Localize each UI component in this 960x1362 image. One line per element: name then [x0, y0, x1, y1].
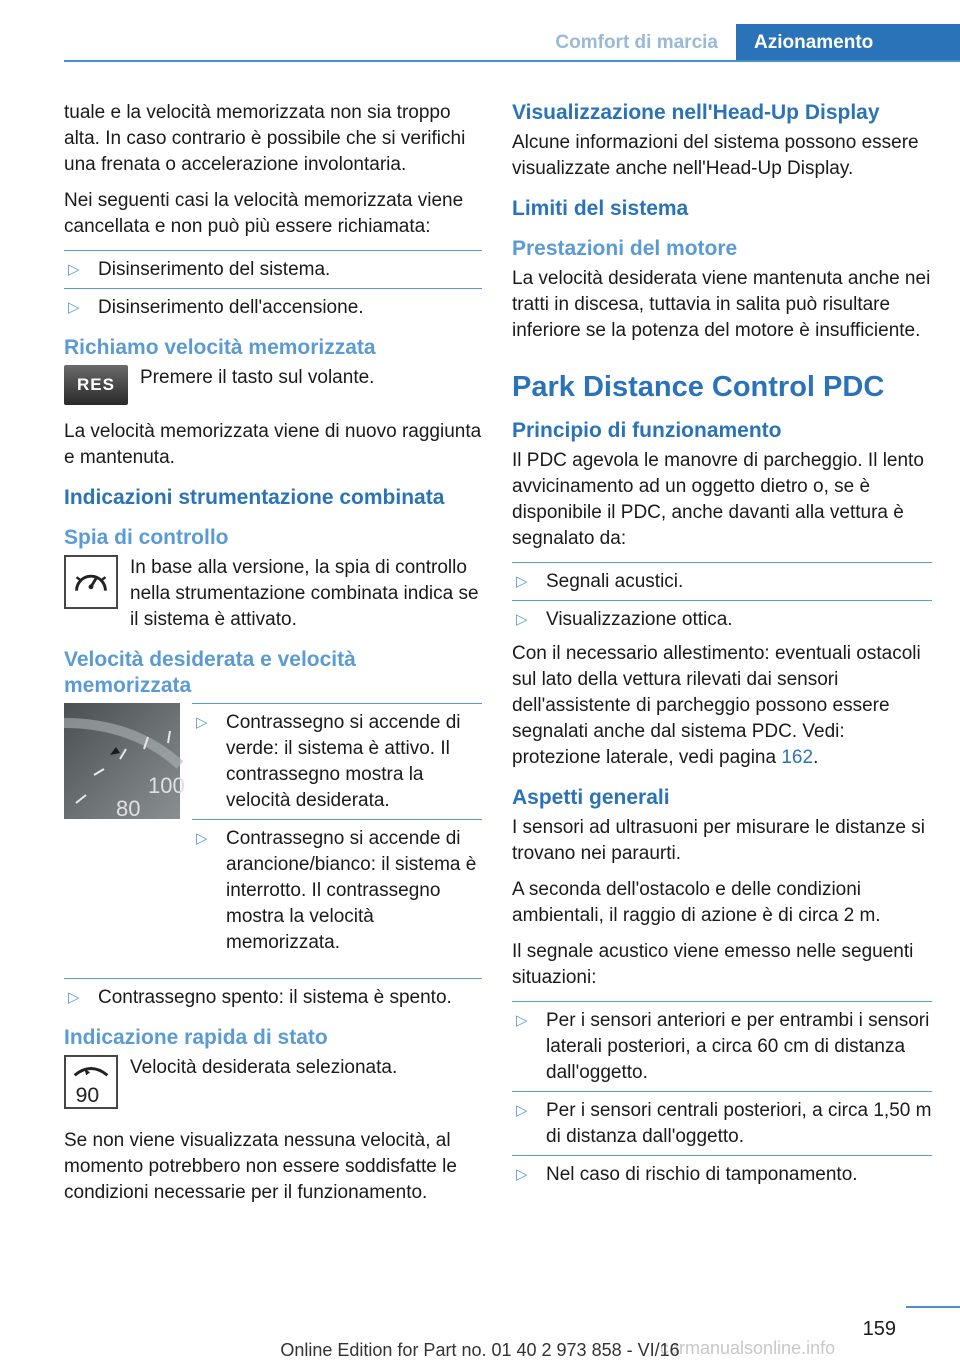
speedometer-gauge-icon — [64, 703, 185, 821]
list-item: ▷ Contrassegno spento: il sistema è spento. — [64, 978, 482, 1011]
triangle-bullet-icon: ▷ — [68, 989, 80, 1006]
intro-paragraph-1: tuale e la velocità memorizzata non sia troppo alta. In caso contrario è possibile che si verifichi una frenata o accelerazione involontaria. — [64, 102, 466, 175]
left-column — [64, 100, 482, 1216]
triangle-bullet-icon: ▷ — [516, 1166, 528, 1183]
hud-heading: Visualizzazione nell'Head-Up Display — [512, 101, 880, 124]
rapid-after: Se non viene visualizzata nessuna velocità, al momento potrebbero non essere soddisfatte le condizioni necessarie per il funzionamento. — [64, 1130, 457, 1203]
recall-heading: Richiamo velocità memorizzata — [64, 336, 376, 359]
triangle-bullet-icon: ▷ — [68, 299, 80, 316]
speed-90-icon — [64, 1055, 118, 1109]
cancel-list — [64, 250, 482, 321]
vel-heading: Velocità desiderata e velocità memorizzata — [64, 648, 356, 697]
general-text-1: I sensori ad ultrasuoni per misurare le distanze si trovano nei paraurti. — [512, 817, 925, 864]
res-button-icon: RES — [64, 365, 128, 405]
triangle-bullet-icon: ▷ — [516, 611, 528, 628]
pdc-title: Park Distance Control PDC — [512, 371, 885, 403]
list-item: ▷ Per i sensori anteriori e per entrambi i sensori laterali posteriori, a circa 60 cm di distanza dall'oggetto. — [512, 1001, 932, 1086]
list-item: ▷ Per i sensori centrali posteriori, a circa 1,50 m di distanza dall'oggetto. — [512, 1091, 932, 1150]
situation-list — [512, 1001, 932, 1188]
hud-text: Alcune informazioni del sistema possono essere visualizzate anche nell'Head-Up Display. — [512, 132, 919, 179]
gauge-label-100: 100 — [148, 773, 185, 798]
engine-heading: Prestazioni del motore — [512, 237, 738, 260]
equip-text: Con il necessario allestimento: eventuali ostacoli sul lato della vettura rilevati dai sensori dell'assistente di parcheggio possono essere segnalati anche dal sistema PDC. Vedi: protezione laterale, vedi pagina 162. — [512, 643, 921, 768]
list-item: ▷ Contrassegno si accende di arancione/bianco: il sistema è interrotto. Il contrassegno mostra la velocità memorizzata. — [192, 819, 482, 956]
page-number-rule — [906, 1306, 960, 1308]
list-item: ▷ Disinserimento dell'accensione. — [64, 288, 482, 321]
triangle-bullet-icon: ▷ — [68, 261, 80, 278]
vel-off-list — [64, 978, 482, 1011]
limits-heading: Limiti del sistema — [512, 197, 689, 220]
spia-text: In base alla versione, la spia di controllo nella strumentazione combinata indica se il sistema è attivato. — [130, 557, 479, 630]
page-link[interactable]: 162 — [781, 747, 814, 768]
header-chapter-tab: Azionamento — [736, 24, 960, 62]
triangle-bullet-icon: ▷ — [516, 1012, 528, 1029]
header-section-tab: Comfort di marcia — [555, 32, 718, 53]
signal-list — [512, 562, 932, 633]
recall-after: La velocità memorizzata viene di nuovo raggiunta e mantenuta. — [64, 421, 482, 468]
triangle-bullet-icon: ▷ — [516, 573, 528, 590]
general-heading: Aspetti generali — [512, 786, 670, 809]
general-text-3: Il segnale acustico viene emesso nelle seguenti situazioni: — [512, 941, 914, 988]
list-item: ▷ Segnali acustici. — [512, 562, 932, 595]
speed-90-number: 90 — [75, 1084, 100, 1108]
rapid-text: Velocità desiderata selezionata. — [130, 1057, 398, 1078]
spia-heading: Spia di controllo — [64, 526, 229, 549]
display-heading: Indicazioni strumentazione combinata — [64, 486, 445, 509]
page-number: 159 — [862, 1318, 896, 1340]
recall-row — [64, 365, 482, 405]
rapid-row — [64, 1055, 482, 1114]
rapid-heading: Indicazione rapida di stato — [64, 1026, 328, 1049]
triangle-bullet-icon: ▷ — [196, 830, 208, 847]
spia-row — [64, 555, 482, 633]
list-item: ▷ Nel caso di rischio di tamponamento. — [512, 1155, 932, 1188]
footer-edition: Online Edition for Part no. 01 40 2 973 858 - VI/16 — [280, 1340, 680, 1360]
triangle-bullet-icon: ▷ — [196, 714, 208, 731]
recall-text: Premere il tasto sul volante. — [140, 367, 375, 388]
vel-row — [64, 703, 482, 964]
principle-text: Il PDC agevola le manovre di parcheggio. Il lento avvicinamento ad un oggetto dietro o, se è disponibile il PDC, anche davanti alla vettura è segnalato da: — [512, 450, 924, 549]
right-column — [512, 100, 932, 1196]
intro-paragraph-2: Nei seguenti casi la velocità memorizzata viene cancellata e non può più essere richiamata: — [64, 190, 464, 237]
principle-heading: Principio di funzionamento — [512, 419, 782, 442]
watermark: carmanualsonline.info — [660, 1338, 836, 1358]
speedometer-indicator-icon — [64, 555, 118, 609]
triangle-bullet-icon: ▷ — [516, 1102, 528, 1119]
list-item: ▷ Contrassegno si accende di verde: il sistema è attivo. Il contrassegno mostra la velocità desiderata. — [192, 703, 482, 814]
general-text-2: A seconda dell'ostacolo e delle condizioni ambientali, il raggio di azione è di circa 2 m. — [512, 879, 881, 926]
header-rule — [64, 60, 960, 62]
list-item: ▷ Disinserimento del sistema. — [64, 250, 482, 283]
vel-list — [192, 703, 482, 956]
gauge-label-80: 80 — [116, 796, 141, 821]
engine-text: La velocità desiderata viene mantenuta anche nei tratti in discesa, tuttavia in salita può risultare inferiore se la potenza del motore è insufficiente. — [512, 268, 931, 341]
list-item: ▷ Visualizzazione ottica. — [512, 600, 932, 633]
